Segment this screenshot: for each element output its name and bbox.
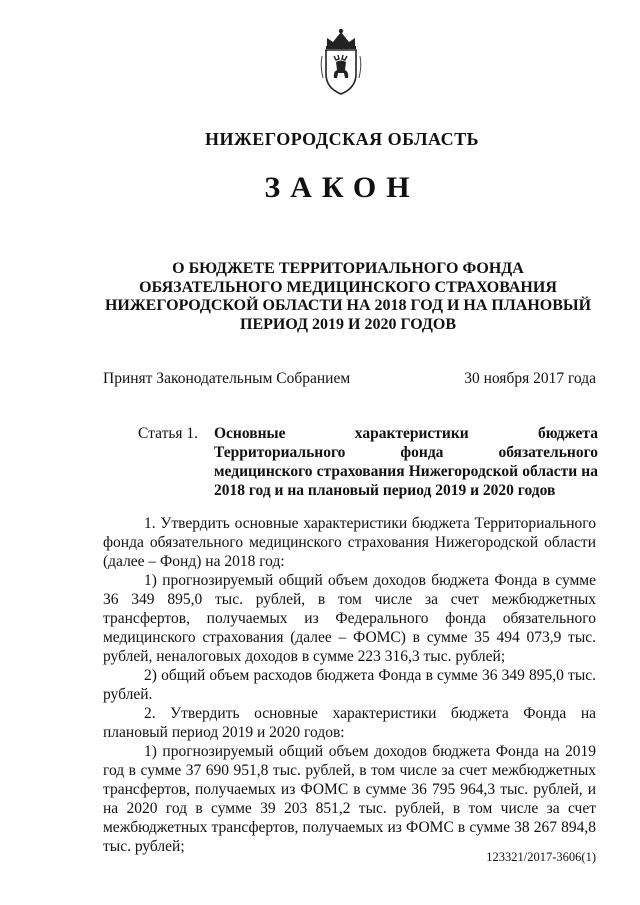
article-number: Статья 1. <box>138 425 199 442</box>
paragraph: 1) прогнозируемый общий объем доходов бюджета Фонда в сумме 36 349 895,0 тыс. рублей, в том числе за счет межбюджетных трансфертов, получаемых из Федерального фонда обязательного медицинского страхования (далее – ФОМС) в сумме 35 494 073,9 тыс. рублей, неналоговых доходов в сумме 223 316,3 тыс. рублей; <box>103 572 596 665</box>
coat-of-arms-icon <box>318 26 364 98</box>
article-title: Основные характеристики бюджета Территориального фонда обязательного медицинского страхования Нижегородской области на 2018 год и на плановый период 2019 и 2020 годов <box>214 425 598 499</box>
article-body <box>103 514 596 856</box>
law-subject-heading: О БЮДЖЕТЕ ТЕРРИТОРИАЛЬНОГО ФОНДА ОБЯЗАТЕЛЬНОГО МЕДИЦИНСКОГО СТРАХОВАНИЯ НИЖЕГОРОДСКОЙ ОБЛАСТИ НА 2018 ГОД И НА ПЛАНОВЫЙ ПЕРИОД 2019 И 2020 ГОДОВ <box>104 260 592 333</box>
document-code: 123321/2017-3606(1) <box>486 850 596 864</box>
adopted-date-text: 30 ноября 2017 года <box>464 370 596 387</box>
paragraph: 1. Утвердить основные характеристики бюджета Территориального фонда обязательного медицинского страхования Нижегородской области (далее – Фонд) на 2018 год: <box>103 515 596 570</box>
adopted-by-text: Принят Законодательным Собранием <box>103 370 351 387</box>
region-title: НИЖЕГОРОДСКАЯ ОБЛАСТЬ <box>204 129 480 149</box>
adoption-line <box>103 370 596 388</box>
paragraph: 1) прогнозируемый общий объем доходов бюджета Фонда на 2019 год в сумме 37 690 951,8 тыс. рублей, в том числе за счет межбюджетных трансфертов, получаемых из ФОМС в сумме 36 795 964,3 тыс. рублей, и на 2020 год в сумме 39 203 851,2 тыс. рублей, в том числе за счет межбюджетных трансфертов, получаемых из ФОМС в сумме 38 267 894,8 тыс. рублей; <box>103 743 596 855</box>
paragraph: 2. Утвердить основные характеристики бюджета Фонда на плановый период 2019 и 2020 годов: <box>103 705 596 741</box>
paragraph: 2) общий объем расходов бюджета Фонда в сумме 36 349 895,0 тыс. рублей. <box>103 667 596 703</box>
article-heading <box>138 424 598 500</box>
document-type-title: ЗАКОН <box>264 171 420 204</box>
